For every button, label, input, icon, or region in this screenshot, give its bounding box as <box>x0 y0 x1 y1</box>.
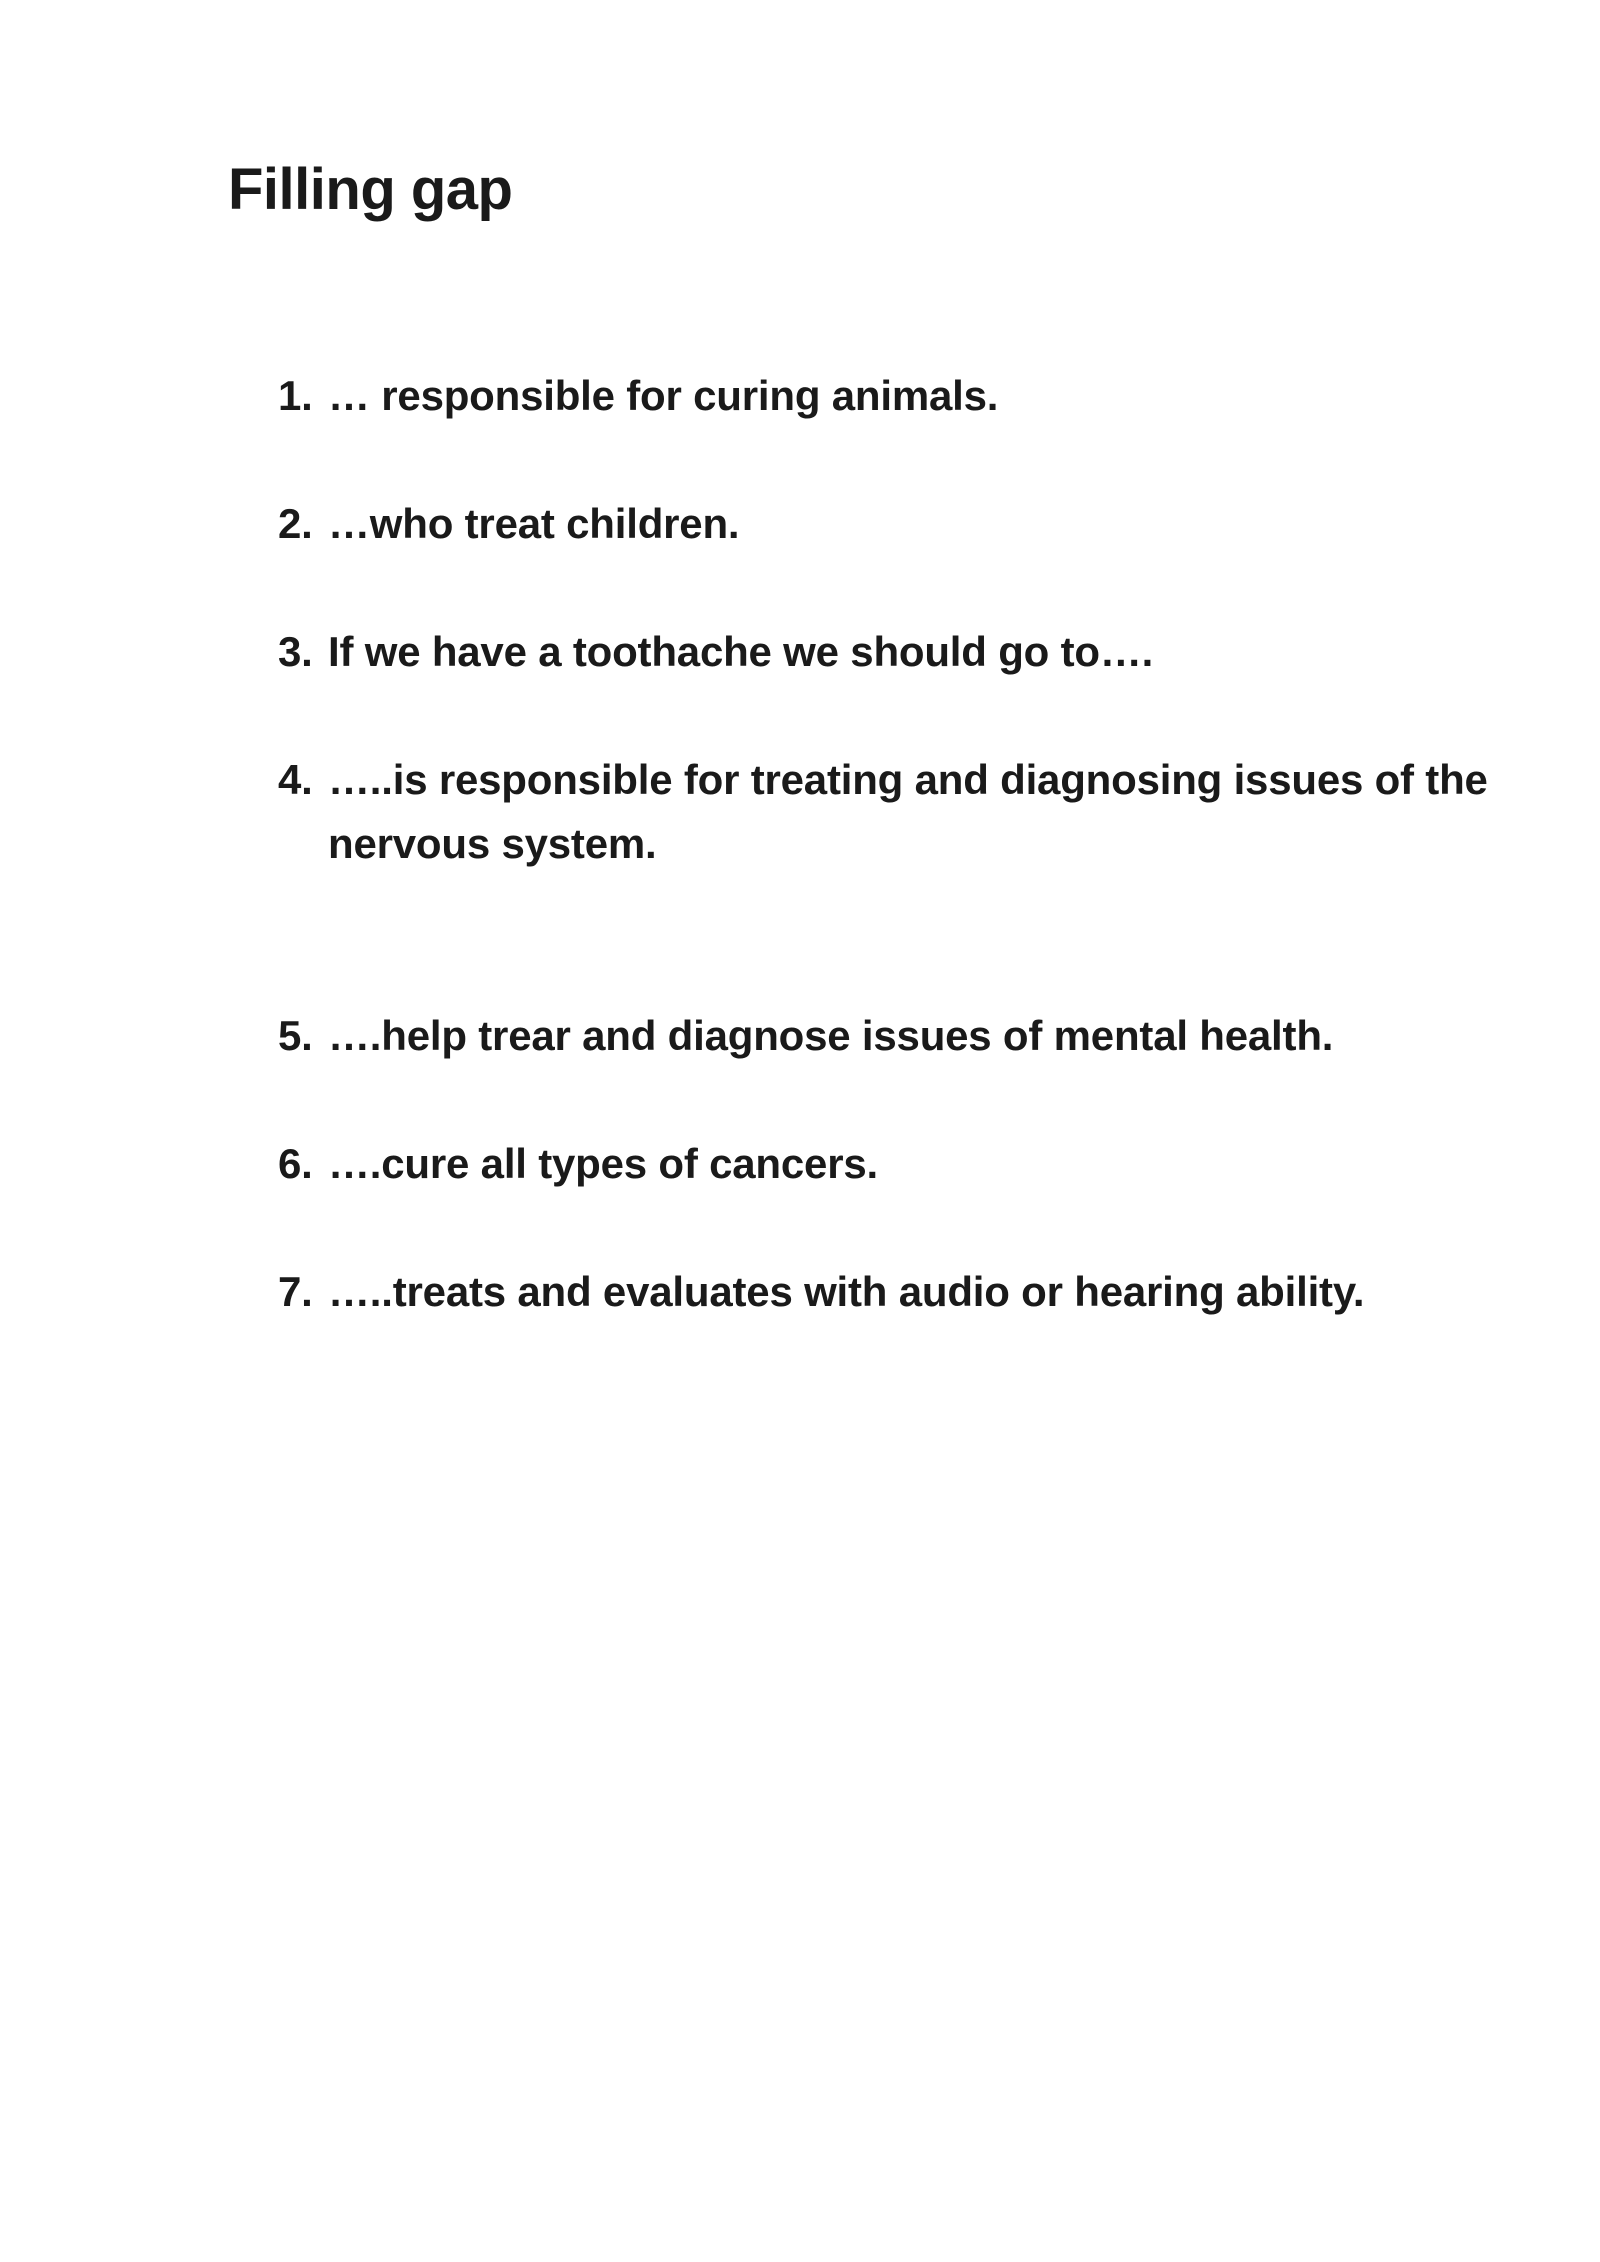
item-number: 5. <box>278 1012 313 1059</box>
list-item <box>278 620 1498 684</box>
list-item <box>278 1260 1498 1324</box>
page-title: Filling gap <box>228 157 513 222</box>
item-text: … responsible for curing animals. <box>328 372 999 419</box>
item-text: …..is responsible for treating and diagnosing issues of the nervous system. <box>328 756 1488 867</box>
item-text: …..treats and evaluates with audio or hearing ability. <box>328 1268 1365 1315</box>
item-text: If we have a toothache we should go to…. <box>328 628 1154 675</box>
item-number: 1. <box>278 372 313 419</box>
item-number: 4. <box>278 756 313 803</box>
list-item <box>278 748 1498 876</box>
item-number: 3. <box>278 628 313 675</box>
item-text: ….cure all types of cancers. <box>328 1140 878 1187</box>
list-item <box>278 1004 1498 1068</box>
list-item <box>278 492 1498 556</box>
item-number: 6. <box>278 1140 313 1187</box>
item-text: …who treat children. <box>328 500 740 547</box>
list-item <box>278 1132 1498 1196</box>
item-number: 7. <box>278 1268 313 1315</box>
list-item <box>278 364 1498 428</box>
item-text: ….help trear and diagnose issues of mental health. <box>328 1012 1334 1059</box>
item-number: 2. <box>278 500 313 547</box>
